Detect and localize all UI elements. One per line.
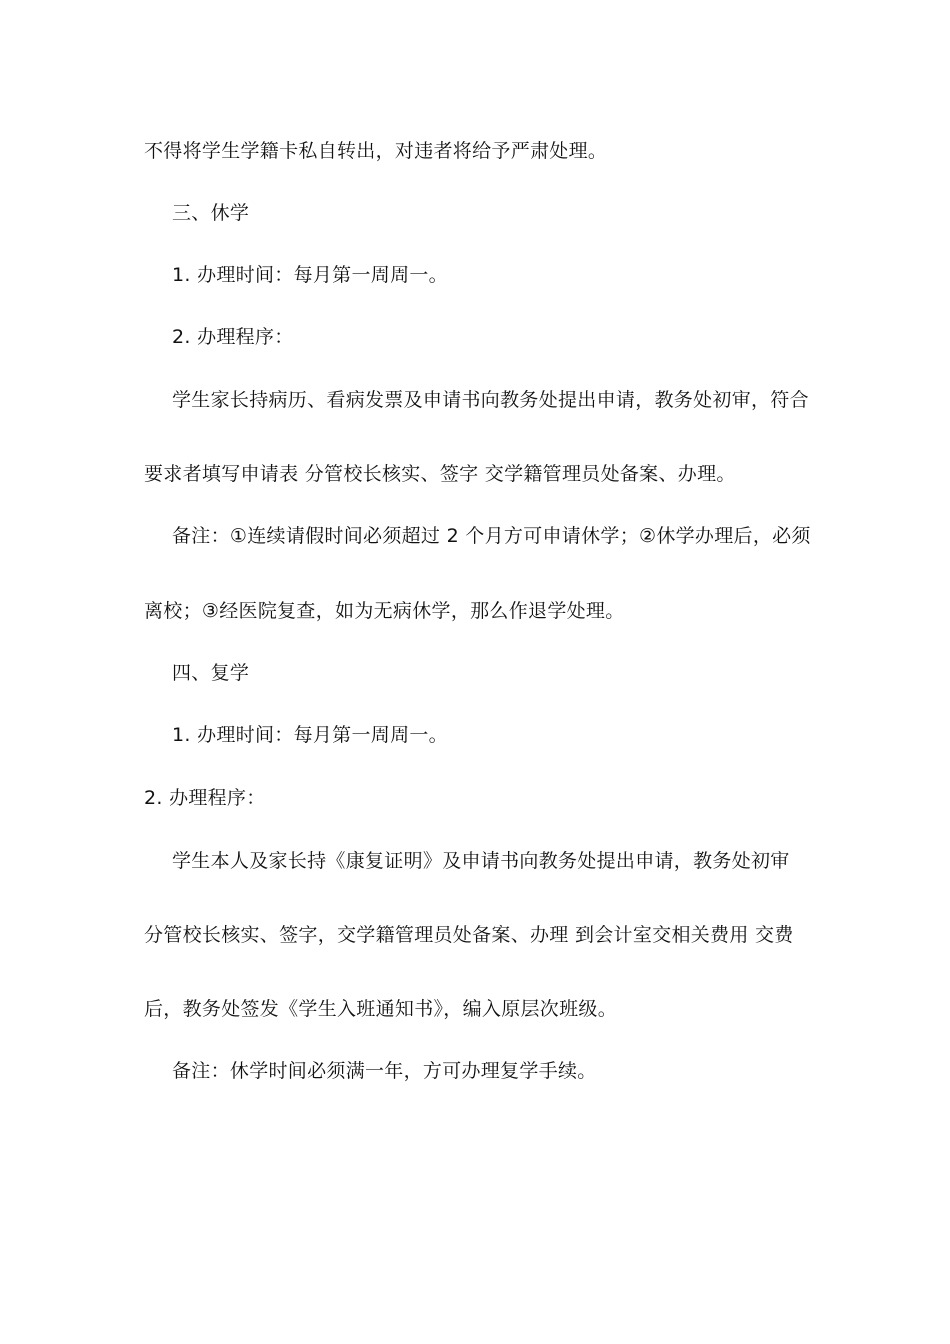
reinstatement-procedure-text-line-2: 分管校长核实、签字，交学籍管理员处备案、办理 到会计室交相关费用 交费 bbox=[144, 924, 794, 946]
suspension-procedure-item: 2. 办理程序： bbox=[172, 326, 294, 348]
reinstatement-procedure-text-line-1: 学生本人及家长持《康复证明》及申请书向教务处提出申请，教务处初审 bbox=[172, 850, 790, 872]
suspension-procedure-text-line-1: 学生家长持病历、看病发票及申请书向教务处提出申请，教务处初审，符合 bbox=[172, 389, 809, 411]
suspension-time-item: 1. 办理时间：每月第一周周一。 bbox=[172, 264, 448, 286]
reinstatement-note: 备注：休学时间必须满一年，方可办理复学手续。 bbox=[172, 1060, 597, 1082]
section-heading-reinstatement: 四、复学 bbox=[172, 662, 250, 684]
paragraph-line-1: 不得将学生学籍卡私自转出，对违者将给予严肃处理。 bbox=[144, 140, 608, 162]
suspension-procedure-text-line-2: 要求者填写申请表 分管校长核实、签字 交学籍管理员处备案、办理。 bbox=[144, 463, 736, 485]
reinstatement-procedure-text-line-3: 后，教务处签发《学生入班通知书》，编入原层次班级。 bbox=[144, 998, 618, 1020]
reinstatement-time-item: 1. 办理时间：每月第一周周一。 bbox=[172, 724, 448, 746]
suspension-note-line-1: 备注：①连续请假时间必须超过 2 个月方可申请休学；②休学办理后，必须 bbox=[172, 525, 811, 547]
suspension-note-line-2: 离校；③经医院复查，如为无病休学，那么作退学处理。 bbox=[144, 600, 625, 622]
section-heading-suspension: 三、休学 bbox=[172, 202, 250, 224]
reinstatement-procedure-item: 2. 办理程序： bbox=[144, 787, 266, 809]
